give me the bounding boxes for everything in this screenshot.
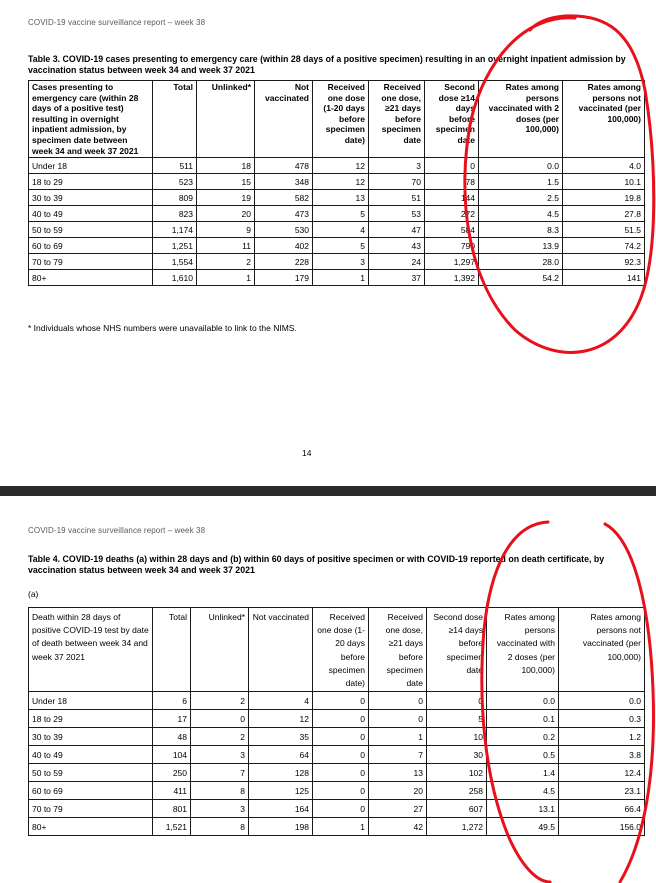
header-one-dose-21: Received one dose, ≥21 days before specimen date bbox=[369, 608, 427, 692]
table-cell: 348 bbox=[255, 174, 313, 190]
table-cell: 128 bbox=[249, 764, 313, 782]
table-row bbox=[29, 728, 645, 746]
row-age-group: Under 18 bbox=[29, 692, 153, 710]
table-cell: 1,521 bbox=[153, 818, 191, 836]
table-cell: 607 bbox=[427, 800, 487, 818]
table-cell: 12 bbox=[249, 710, 313, 728]
table-cell: 0.0 bbox=[559, 692, 645, 710]
table-cell: 27 bbox=[369, 800, 427, 818]
table-cell: 156.0 bbox=[559, 818, 645, 836]
table-cell: 2 bbox=[197, 254, 255, 270]
table-cell: 584 bbox=[425, 222, 479, 238]
running-header: COVID-19 vaccine surveillance report – week 38 bbox=[28, 526, 206, 535]
header-unlinked: Unlinked* bbox=[191, 608, 249, 692]
table-cell: 53 bbox=[369, 206, 425, 222]
header-not-vaccinated: Not vaccinated bbox=[255, 81, 313, 158]
table-cell: 0.1 bbox=[487, 710, 559, 728]
table-row bbox=[29, 818, 645, 836]
table-row bbox=[29, 692, 645, 710]
table-cell: 0 bbox=[313, 728, 369, 746]
table-cell: 24 bbox=[369, 254, 425, 270]
table-row bbox=[29, 174, 645, 190]
table-cell: 74.2 bbox=[563, 238, 645, 254]
table-cell: 582 bbox=[255, 190, 313, 206]
table-cell: 0 bbox=[313, 800, 369, 818]
table-cell: 258 bbox=[427, 782, 487, 800]
table-cell: 20 bbox=[197, 206, 255, 222]
row-age-group: 40 to 49 bbox=[29, 206, 153, 222]
table-cell: 3 bbox=[313, 254, 369, 270]
table-row bbox=[29, 270, 645, 286]
header-rate-unvaccinated: Rates among persons not vaccinated (per 100,000) bbox=[563, 81, 645, 158]
table-cell: 8 bbox=[191, 818, 249, 836]
table-cell: 5 bbox=[427, 710, 487, 728]
table-cell: 1,392 bbox=[425, 270, 479, 286]
table-cell: 1 bbox=[197, 270, 255, 286]
footnote: * Individuals whose NHS numbers were unavailable to link to the NIMS. bbox=[28, 323, 297, 333]
table-cell: 1,297 bbox=[425, 254, 479, 270]
table-cell: 5 bbox=[313, 238, 369, 254]
table-cell: 48 bbox=[153, 728, 191, 746]
table-cell: 0 bbox=[313, 782, 369, 800]
table-cell: 3 bbox=[191, 746, 249, 764]
table-row bbox=[29, 206, 645, 222]
table-cell: 11 bbox=[197, 238, 255, 254]
header-one-dose-1-20: Received one dose (1-20 days before specimen date) bbox=[313, 608, 369, 692]
table-cell: 5 bbox=[313, 206, 369, 222]
table-row bbox=[29, 800, 645, 818]
header-not-vaccinated: Not vaccinated bbox=[249, 608, 313, 692]
row-age-group: 40 to 49 bbox=[29, 746, 153, 764]
table-cell: 402 bbox=[255, 238, 313, 254]
table-cell: 0 bbox=[369, 692, 427, 710]
table-cell: 43 bbox=[369, 238, 425, 254]
table-cell: 144 bbox=[425, 190, 479, 206]
table-cell: 17 bbox=[153, 710, 191, 728]
row-age-group: 80+ bbox=[29, 818, 153, 836]
table-cell: 2.5 bbox=[479, 190, 563, 206]
table-cell: 12 bbox=[313, 158, 369, 174]
table-cell: 66.4 bbox=[559, 800, 645, 818]
header-one-dose-1-20: Received one dose (1-20 days before specimen date) bbox=[313, 81, 369, 158]
header-one-dose-21: Received one dose, ≥21 days before specimen date bbox=[369, 81, 425, 158]
table-cell: 125 bbox=[249, 782, 313, 800]
table-cell: 511 bbox=[153, 158, 197, 174]
table-cell: 19 bbox=[197, 190, 255, 206]
table-cell: 37 bbox=[369, 270, 425, 286]
table-cell: 1,554 bbox=[153, 254, 197, 270]
table-cell: 27.8 bbox=[563, 206, 645, 222]
page-divider bbox=[0, 486, 656, 496]
table-cell: 1,251 bbox=[153, 238, 197, 254]
table-cell: 0 bbox=[427, 692, 487, 710]
table-cell: 530 bbox=[255, 222, 313, 238]
table-cell: 523 bbox=[153, 174, 197, 190]
table-cell: 35 bbox=[249, 728, 313, 746]
table-cell: 179 bbox=[255, 270, 313, 286]
table-row bbox=[29, 710, 645, 728]
table-cell: 1.2 bbox=[559, 728, 645, 746]
row-age-group: 60 to 69 bbox=[29, 782, 153, 800]
table-cell: 15 bbox=[197, 174, 255, 190]
row-age-group: 30 to 39 bbox=[29, 190, 153, 206]
table-4-sublabel: (a) bbox=[28, 589, 39, 599]
table-4-body bbox=[29, 692, 645, 836]
table-cell: 2 bbox=[191, 692, 249, 710]
table-cell: 12 bbox=[313, 174, 369, 190]
table-cell: 0.0 bbox=[479, 158, 563, 174]
table-cell: 47 bbox=[369, 222, 425, 238]
table-cell: 64 bbox=[249, 746, 313, 764]
table-cell: 20 bbox=[369, 782, 427, 800]
table-cell: 1 bbox=[313, 818, 369, 836]
table-cell: 411 bbox=[153, 782, 191, 800]
table-cell: 13 bbox=[369, 764, 427, 782]
table-cell: 3.8 bbox=[559, 746, 645, 764]
table-cell: 10.1 bbox=[563, 174, 645, 190]
header-rate-vaccinated: Rates among persons vaccinated with 2 doses (per 100,000) bbox=[479, 81, 563, 158]
header-total: Total bbox=[153, 608, 191, 692]
table-cell: 790 bbox=[425, 238, 479, 254]
table-cell: 49.5 bbox=[487, 818, 559, 836]
table-cell: 4 bbox=[313, 222, 369, 238]
table-cell: 54.2 bbox=[479, 270, 563, 286]
table-cell: 23.1 bbox=[559, 782, 645, 800]
row-age-group: 50 to 59 bbox=[29, 222, 153, 238]
table-cell: 9 bbox=[197, 222, 255, 238]
header-second-dose: Second dose ≥14 days before specimen date bbox=[425, 81, 479, 158]
table-cell: 228 bbox=[255, 254, 313, 270]
table-row bbox=[29, 238, 645, 254]
table-cell: 809 bbox=[153, 190, 197, 206]
header-age-group: Cases presenting to emergency care (within 28 days of a positive test) resulting in overnight inpatient admission, by specimen date between week 34 and week 37 2021 bbox=[29, 81, 153, 158]
table-header-row bbox=[29, 81, 645, 158]
table-cell: 2 bbox=[191, 728, 249, 746]
table-cell: 42 bbox=[369, 818, 427, 836]
table-cell: 272 bbox=[425, 206, 479, 222]
row-age-group: 70 to 79 bbox=[29, 800, 153, 818]
table-row bbox=[29, 764, 645, 782]
table-cell: 250 bbox=[153, 764, 191, 782]
row-age-group: 18 to 29 bbox=[29, 174, 153, 190]
table-cell: 0 bbox=[369, 710, 427, 728]
table-cell: 7 bbox=[191, 764, 249, 782]
table-row bbox=[29, 254, 645, 270]
table-3-hospital-admissions bbox=[28, 80, 645, 286]
header-rate-vaccinated: Rates among persons vaccinated with 2 doses (per 100,000) bbox=[487, 608, 559, 692]
table-cell: 0 bbox=[313, 692, 369, 710]
table-row bbox=[29, 158, 645, 174]
report-page-15 bbox=[0, 496, 656, 883]
table-cell: 478 bbox=[255, 158, 313, 174]
row-age-group: 50 to 59 bbox=[29, 764, 153, 782]
table-cell: 0 bbox=[313, 746, 369, 764]
row-age-group: Under 18 bbox=[29, 158, 153, 174]
table-cell: 1 bbox=[313, 270, 369, 286]
table-cell: 0.0 bbox=[487, 692, 559, 710]
table-row bbox=[29, 222, 645, 238]
table-cell: 10 bbox=[427, 728, 487, 746]
table-cell: 4.0 bbox=[563, 158, 645, 174]
header-age-group: Death within 28 days of positive COVID-19 test by date of death between week 34 and week 37 2021 bbox=[29, 608, 153, 692]
row-age-group: 18 to 29 bbox=[29, 710, 153, 728]
header-second-dose: Second dose ≥14 days before specimen date bbox=[427, 608, 487, 692]
table-cell: 0.2 bbox=[487, 728, 559, 746]
row-age-group: 30 to 39 bbox=[29, 728, 153, 746]
row-age-group: 60 to 69 bbox=[29, 238, 153, 254]
row-age-group: 80+ bbox=[29, 270, 153, 286]
table-cell: 1.5 bbox=[479, 174, 563, 190]
table-cell: 8.3 bbox=[479, 222, 563, 238]
header-total: Total bbox=[153, 81, 197, 158]
table-cell: 3 bbox=[191, 800, 249, 818]
page-number: 14 bbox=[302, 448, 312, 458]
table-cell: 0.3 bbox=[559, 710, 645, 728]
table-cell: 13.9 bbox=[479, 238, 563, 254]
table-cell: 4.5 bbox=[487, 782, 559, 800]
table-cell: 102 bbox=[427, 764, 487, 782]
table-cell: 30 bbox=[427, 746, 487, 764]
table-cell: 0.5 bbox=[487, 746, 559, 764]
table-3-caption: Table 3. COVID-19 cases presenting to emergency care (within 28 days of a positive specimen) resulting in an overnight inpatient admission by vaccination status between week 34 and week 37 2021 bbox=[28, 54, 626, 75]
header-unlinked: Unlinked* bbox=[197, 81, 255, 158]
table-4-caption: Table 4. COVID-19 deaths (a) within 28 days and (b) within 60 days of positive specimen or with COVID-19 reported on death certificate, by vaccination status between week 34 and week 37 2021 bbox=[28, 554, 605, 575]
table-cell: 13.1 bbox=[487, 800, 559, 818]
table-row bbox=[29, 746, 645, 764]
table-cell: 1,174 bbox=[153, 222, 197, 238]
table-cell: 0 bbox=[425, 158, 479, 174]
table-cell: 473 bbox=[255, 206, 313, 222]
table-cell: 823 bbox=[153, 206, 197, 222]
table-cell: 92.3 bbox=[563, 254, 645, 270]
table-cell: 3 bbox=[369, 158, 425, 174]
table-cell: 0 bbox=[313, 710, 369, 728]
table-cell: 4.5 bbox=[479, 206, 563, 222]
table-4-deaths bbox=[28, 607, 645, 836]
table-cell: 164 bbox=[249, 800, 313, 818]
table-cell: 198 bbox=[249, 818, 313, 836]
row-age-group: 70 to 79 bbox=[29, 254, 153, 270]
table-row bbox=[29, 782, 645, 800]
table-cell: 8 bbox=[191, 782, 249, 800]
table-3-body bbox=[29, 158, 645, 286]
table-cell: 1,272 bbox=[427, 818, 487, 836]
table-cell: 51 bbox=[369, 190, 425, 206]
table-header-row bbox=[29, 608, 645, 692]
table-cell: 0 bbox=[191, 710, 249, 728]
table-cell: 6 bbox=[153, 692, 191, 710]
table-cell: 1.4 bbox=[487, 764, 559, 782]
table-cell: 28.0 bbox=[479, 254, 563, 270]
table-cell: 1,610 bbox=[153, 270, 197, 286]
table-row bbox=[29, 190, 645, 206]
table-cell: 78 bbox=[425, 174, 479, 190]
table-cell: 70 bbox=[369, 174, 425, 190]
table-cell: 7 bbox=[369, 746, 427, 764]
table-cell: 51.5 bbox=[563, 222, 645, 238]
table-cell: 104 bbox=[153, 746, 191, 764]
table-cell: 19.8 bbox=[563, 190, 645, 206]
table-cell: 4 bbox=[249, 692, 313, 710]
table-cell: 0 bbox=[313, 764, 369, 782]
table-cell: 12.4 bbox=[559, 764, 645, 782]
header-rate-unvaccinated: Rates among persons not vaccinated (per 100,000) bbox=[559, 608, 645, 692]
running-header: COVID-19 vaccine surveillance report – week 38 bbox=[28, 18, 206, 27]
table-cell: 18 bbox=[197, 158, 255, 174]
table-cell: 141 bbox=[563, 270, 645, 286]
table-cell: 13 bbox=[313, 190, 369, 206]
table-cell: 801 bbox=[153, 800, 191, 818]
table-cell: 1 bbox=[369, 728, 427, 746]
